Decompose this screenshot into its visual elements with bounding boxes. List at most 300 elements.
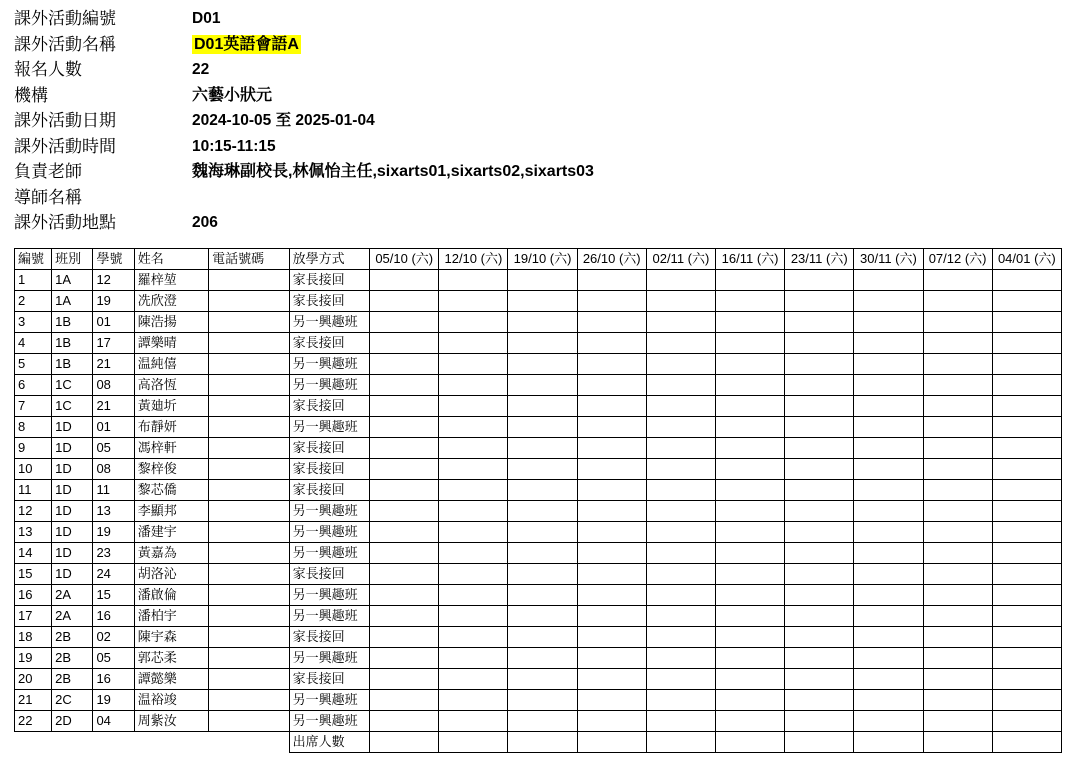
attendance-cell[interactable]	[508, 332, 577, 353]
attendance-cell[interactable]	[370, 395, 439, 416]
attendance-cell[interactable]	[646, 500, 715, 521]
cell-name: 潘建宇	[134, 521, 208, 542]
cell-student-id: 05	[93, 647, 134, 668]
attendance-cell[interactable]	[923, 332, 992, 353]
attendance-cell[interactable]	[508, 605, 577, 626]
attendance-cell[interactable]	[785, 353, 854, 374]
attendance-cell[interactable]	[577, 290, 646, 311]
info-label-instructor-name: 導師名稱	[14, 187, 82, 207]
info-value-enrollment-count: 22	[192, 61, 210, 78]
cell-no: 21	[15, 689, 52, 710]
attendance-cell[interactable]	[646, 479, 715, 500]
attendance-cell[interactable]	[508, 479, 577, 500]
attendance-cell[interactable]	[508, 311, 577, 332]
attendance-cell[interactable]	[577, 563, 646, 584]
cell-class: 1D	[52, 500, 93, 521]
attendance-cell[interactable]	[854, 521, 923, 542]
attendance-cell[interactable]	[577, 437, 646, 458]
attendance-cell[interactable]	[854, 458, 923, 479]
attendance-cell[interactable]	[577, 647, 646, 668]
attendance-cell[interactable]	[508, 689, 577, 710]
attendance-cell[interactable]	[992, 416, 1061, 437]
summary-count-cell[interactable]	[646, 731, 715, 752]
cell-dismissal-method: 另一興趣班	[289, 689, 370, 710]
attendance-cell[interactable]	[439, 689, 508, 710]
attendance-cell[interactable]	[923, 353, 992, 374]
attendance-cell[interactable]	[508, 626, 577, 647]
header-date-6: 16/11 (六)	[716, 248, 785, 269]
attendance-cell[interactable]	[370, 374, 439, 395]
attendance-cell[interactable]	[370, 479, 439, 500]
attendance-cell[interactable]	[508, 290, 577, 311]
attendance-cell[interactable]	[646, 605, 715, 626]
cell-dismissal-method: 另一興趣班	[289, 374, 370, 395]
attendance-cell[interactable]	[923, 710, 992, 731]
attendance-cell[interactable]	[577, 500, 646, 521]
attendance-cell[interactable]	[646, 311, 715, 332]
attendance-cell[interactable]	[508, 500, 577, 521]
attendance-cell[interactable]	[854, 416, 923, 437]
attendance-cell[interactable]	[785, 311, 854, 332]
attendance-cell[interactable]	[370, 458, 439, 479]
attendance-cell[interactable]	[370, 563, 439, 584]
attendance-cell[interactable]	[439, 332, 508, 353]
attendance-cell[interactable]	[992, 374, 1061, 395]
attendance-cell[interactable]	[370, 311, 439, 332]
attendance-cell[interactable]	[923, 689, 992, 710]
attendance-cell[interactable]	[716, 626, 785, 647]
attendance-cell[interactable]	[923, 479, 992, 500]
attendance-cell[interactable]	[992, 605, 1061, 626]
attendance-cell[interactable]	[923, 647, 992, 668]
attendance-cell[interactable]	[577, 332, 646, 353]
attendance-cell[interactable]	[854, 437, 923, 458]
info-label-activity-date: 課外活動日期	[14, 111, 116, 130]
attendance-cell[interactable]	[716, 416, 785, 437]
attendance-cell[interactable]	[923, 542, 992, 563]
attendance-cell[interactable]	[508, 542, 577, 563]
attendance-cell[interactable]	[785, 395, 854, 416]
attendance-cell[interactable]	[370, 668, 439, 689]
attendance-cell[interactable]	[992, 521, 1061, 542]
attendance-cell[interactable]	[785, 542, 854, 563]
attendance-cell[interactable]	[508, 374, 577, 395]
attendance-cell[interactable]	[992, 437, 1061, 458]
attendance-cell[interactable]	[923, 437, 992, 458]
info-label-activity-name: 課外活動名稱	[14, 34, 116, 54]
summary-spacer-cell	[93, 731, 134, 752]
cell-name: 温純僖	[134, 353, 208, 374]
table-row	[15, 563, 1062, 584]
attendance-cell[interactable]	[992, 668, 1061, 689]
attendance-cell[interactable]	[923, 563, 992, 584]
attendance-cell[interactable]	[992, 458, 1061, 479]
attendance-cell[interactable]	[646, 374, 715, 395]
summary-count-cell[interactable]	[439, 731, 508, 752]
attendance-cell[interactable]	[508, 668, 577, 689]
attendance-cell[interactable]	[785, 710, 854, 731]
attendance-cell[interactable]	[992, 626, 1061, 647]
cell-student-id: 08	[93, 374, 134, 395]
attendance-cell[interactable]	[785, 647, 854, 668]
attendance-cell[interactable]	[439, 395, 508, 416]
cell-no: 7	[15, 395, 52, 416]
attendance-cell[interactable]	[716, 584, 785, 605]
cell-dismissal-method: 家長接回	[289, 290, 370, 311]
cell-phone	[209, 437, 290, 458]
attendance-cell[interactable]	[785, 269, 854, 290]
attendance-cell[interactable]	[992, 395, 1061, 416]
attendance-cell[interactable]	[992, 542, 1061, 563]
header-dismissal-method: 放學方式	[289, 248, 370, 269]
attendance-cell[interactable]	[785, 605, 854, 626]
summary-count-cell[interactable]	[923, 731, 992, 752]
attendance-cell[interactable]	[370, 290, 439, 311]
attendance-cell[interactable]	[439, 353, 508, 374]
attendance-cell[interactable]	[370, 626, 439, 647]
attendance-cell[interactable]	[923, 374, 992, 395]
attendance-cell[interactable]	[785, 416, 854, 437]
attendance-cell[interactable]	[854, 374, 923, 395]
attendance-cell[interactable]	[923, 626, 992, 647]
table-row	[15, 458, 1062, 479]
attendance-cell[interactable]	[716, 647, 785, 668]
table-row	[15, 668, 1062, 689]
info-label-responsible-teacher: 負責老師	[14, 162, 82, 181]
attendance-cell[interactable]	[370, 269, 439, 290]
attendance-cell[interactable]	[992, 290, 1061, 311]
cell-phone	[209, 269, 290, 290]
cell-name: 陳宇森	[134, 626, 208, 647]
attendance-cell[interactable]	[646, 437, 715, 458]
attendance-cell[interactable]	[439, 626, 508, 647]
summary-count-cell[interactable]	[992, 731, 1061, 752]
attendance-cell[interactable]	[716, 689, 785, 710]
attendance-cell[interactable]	[508, 710, 577, 731]
attendance-cell[interactable]	[577, 605, 646, 626]
attendance-cell[interactable]	[854, 479, 923, 500]
attendance-cell[interactable]	[923, 269, 992, 290]
cell-class: 2A	[52, 584, 93, 605]
attendance-cell[interactable]	[577, 542, 646, 563]
cell-class: 2B	[52, 668, 93, 689]
attendance-cell[interactable]	[646, 689, 715, 710]
attendance-cell[interactable]	[508, 584, 577, 605]
attendance-cell[interactable]	[439, 710, 508, 731]
cell-student-id: 01	[93, 311, 134, 332]
attendance-cell[interactable]	[923, 311, 992, 332]
attendance-cell[interactable]	[508, 647, 577, 668]
attendance-cell[interactable]	[716, 479, 785, 500]
attendance-cell[interactable]	[716, 710, 785, 731]
attendance-cell[interactable]	[923, 290, 992, 311]
attendance-cell[interactable]	[577, 710, 646, 731]
attendance-cell[interactable]	[439, 521, 508, 542]
attendance-cell[interactable]	[785, 374, 854, 395]
cell-dismissal-method: 家長接回	[289, 563, 370, 584]
cell-class: 1D	[52, 521, 93, 542]
attendance-cell[interactable]	[439, 458, 508, 479]
info-row-activity-time	[14, 134, 1067, 160]
attendance-cell[interactable]	[646, 458, 715, 479]
attendance-cell[interactable]	[577, 395, 646, 416]
attendance-cell[interactable]	[923, 605, 992, 626]
attendance-cell[interactable]	[785, 479, 854, 500]
attendance-cell[interactable]	[646, 332, 715, 353]
attendance-cell[interactable]	[716, 311, 785, 332]
attendance-cell[interactable]	[992, 710, 1061, 731]
attendance-cell[interactable]	[577, 521, 646, 542]
cell-phone	[209, 689, 290, 710]
attendance-cell[interactable]	[646, 395, 715, 416]
attendance-cell[interactable]	[716, 290, 785, 311]
attendance-cell[interactable]	[923, 668, 992, 689]
attendance-cell[interactable]	[370, 542, 439, 563]
attendance-cell[interactable]	[992, 353, 1061, 374]
attendance-cell[interactable]	[854, 353, 923, 374]
info-row-activity-location	[14, 210, 1067, 236]
attendance-cell[interactable]	[646, 416, 715, 437]
attendance-cell[interactable]	[716, 500, 785, 521]
summary-count-cell[interactable]	[785, 731, 854, 752]
attendance-cell[interactable]	[646, 290, 715, 311]
cell-no: 22	[15, 710, 52, 731]
cell-no: 11	[15, 479, 52, 500]
attendance-cell[interactable]	[577, 458, 646, 479]
attendance-cell[interactable]	[854, 584, 923, 605]
attendance-cell[interactable]	[785, 437, 854, 458]
attendance-cell[interactable]	[508, 353, 577, 374]
table-row	[15, 353, 1062, 374]
cell-no: 20	[15, 668, 52, 689]
attendance-cell[interactable]	[646, 626, 715, 647]
attendance-cell[interactable]	[992, 647, 1061, 668]
cell-phone	[209, 416, 290, 437]
attendance-cell[interactable]	[508, 437, 577, 458]
cell-no: 6	[15, 374, 52, 395]
attendance-cell[interactable]	[646, 710, 715, 731]
attendance-cell[interactable]	[577, 269, 646, 290]
attendance-cell[interactable]	[992, 479, 1061, 500]
attendance-cell[interactable]	[439, 416, 508, 437]
attendance-cell[interactable]	[992, 269, 1061, 290]
summary-count-cell[interactable]	[854, 731, 923, 752]
attendance-cell[interactable]	[508, 395, 577, 416]
summary-count-cell[interactable]	[577, 731, 646, 752]
attendance-cell[interactable]	[992, 689, 1061, 710]
attendance-cell[interactable]	[785, 668, 854, 689]
attendance-cell[interactable]	[716, 521, 785, 542]
cell-dismissal-method: 另一興趣班	[289, 416, 370, 437]
attendance-cell[interactable]	[439, 437, 508, 458]
attendance-cell[interactable]	[577, 311, 646, 332]
attendance-cell[interactable]	[992, 311, 1061, 332]
attendance-cell[interactable]	[646, 269, 715, 290]
attendance-cell[interactable]	[854, 500, 923, 521]
attendance-cell[interactable]	[992, 500, 1061, 521]
attendance-cell[interactable]	[646, 563, 715, 584]
info-value-activity-name-cell	[192, 32, 1067, 58]
attendance-cell[interactable]	[854, 332, 923, 353]
attendance-cell[interactable]	[854, 395, 923, 416]
cell-dismissal-method: 另一興趣班	[289, 605, 370, 626]
cell-student-id: 11	[93, 479, 134, 500]
attendance-cell[interactable]	[439, 311, 508, 332]
attendance-cell[interactable]	[785, 290, 854, 311]
attendance-cell[interactable]	[646, 668, 715, 689]
attendance-cell[interactable]	[439, 500, 508, 521]
attendance-cell[interactable]	[439, 269, 508, 290]
cell-name: 冼欣澄	[134, 290, 208, 311]
attendance-cell[interactable]	[716, 542, 785, 563]
summary-count-cell[interactable]	[370, 731, 439, 752]
cell-dismissal-method: 另一興趣班	[289, 521, 370, 542]
attendance-cell[interactable]	[370, 500, 439, 521]
attendance-cell[interactable]	[439, 290, 508, 311]
attendance-cell[interactable]	[370, 710, 439, 731]
cell-class: 1A	[52, 269, 93, 290]
attendance-cell[interactable]	[439, 563, 508, 584]
attendance-cell[interactable]	[992, 332, 1061, 353]
attendance-cell[interactable]	[785, 458, 854, 479]
attendance-cell[interactable]	[923, 500, 992, 521]
attendance-cell[interactable]	[370, 353, 439, 374]
attendance-cell[interactable]	[785, 500, 854, 521]
attendance-cell[interactable]	[854, 668, 923, 689]
cell-name: 潘柏宇	[134, 605, 208, 626]
attendance-cell[interactable]	[577, 626, 646, 647]
attendance-cell[interactable]	[370, 689, 439, 710]
attendance-cell[interactable]	[577, 479, 646, 500]
attendance-cell[interactable]	[785, 332, 854, 353]
activity-info-block	[14, 6, 1067, 236]
attendance-cell[interactable]	[716, 269, 785, 290]
table-row	[15, 689, 1062, 710]
attendance-cell[interactable]	[785, 689, 854, 710]
attendance-cell[interactable]	[716, 563, 785, 584]
attendance-cell[interactable]	[854, 563, 923, 584]
attendance-cell[interactable]	[577, 689, 646, 710]
attendance-cell[interactable]	[854, 710, 923, 731]
attendance-cell[interactable]	[370, 332, 439, 353]
attendance-cell[interactable]	[439, 668, 508, 689]
cell-dismissal-method: 另一興趣班	[289, 647, 370, 668]
attendance-cell[interactable]	[646, 584, 715, 605]
attendance-cell[interactable]	[992, 584, 1061, 605]
attendance-cell[interactable]	[370, 437, 439, 458]
attendance-cell[interactable]	[508, 269, 577, 290]
cell-dismissal-method: 家長接回	[289, 332, 370, 353]
attendance-cell[interactable]	[508, 563, 577, 584]
attendance-cell[interactable]	[439, 605, 508, 626]
attendance-cell[interactable]	[646, 353, 715, 374]
attendance-cell[interactable]	[854, 269, 923, 290]
cell-phone	[209, 500, 290, 521]
attendance-cell[interactable]	[508, 521, 577, 542]
attendance-cell[interactable]	[646, 647, 715, 668]
attendance-cell[interactable]	[716, 458, 785, 479]
attendance-cell[interactable]	[854, 311, 923, 332]
attendance-cell[interactable]	[716, 353, 785, 374]
attendance-cell[interactable]	[439, 374, 508, 395]
attendance-cell[interactable]	[577, 416, 646, 437]
attendance-cell[interactable]	[923, 458, 992, 479]
attendance-cell[interactable]	[854, 605, 923, 626]
cell-dismissal-method: 家長接回	[289, 479, 370, 500]
table-row	[15, 500, 1062, 521]
attendance-cell[interactable]	[577, 353, 646, 374]
cell-phone	[209, 710, 290, 731]
attendance-cell[interactable]	[370, 584, 439, 605]
attendance-cell[interactable]	[716, 332, 785, 353]
attendance-cell[interactable]	[508, 458, 577, 479]
cell-name: 潘啟倫	[134, 584, 208, 605]
cell-name: 布靜妍	[134, 416, 208, 437]
header-date-5: 02/11 (六)	[646, 248, 715, 269]
attendance-cell[interactable]	[785, 521, 854, 542]
attendance-table-head	[15, 248, 1062, 269]
summary-count-cell[interactable]	[508, 731, 577, 752]
attendance-cell[interactable]	[716, 395, 785, 416]
attendance-cell[interactable]	[785, 626, 854, 647]
attendance-cell[interactable]	[854, 626, 923, 647]
attendance-cell[interactable]	[716, 605, 785, 626]
attendance-cell[interactable]	[577, 668, 646, 689]
attendance-cell[interactable]	[716, 374, 785, 395]
cell-no: 8	[15, 416, 52, 437]
cell-phone	[209, 563, 290, 584]
cell-no: 12	[15, 500, 52, 521]
attendance-cell[interactable]	[923, 584, 992, 605]
attendance-cell[interactable]	[854, 647, 923, 668]
attendance-cell[interactable]	[439, 647, 508, 668]
cell-name: 黃嘉為	[134, 542, 208, 563]
attendance-cell[interactable]	[854, 689, 923, 710]
attendance-cell[interactable]	[370, 647, 439, 668]
attendance-cell[interactable]	[785, 563, 854, 584]
attendance-cell[interactable]	[646, 521, 715, 542]
cell-no: 3	[15, 311, 52, 332]
attendance-cell[interactable]	[854, 542, 923, 563]
attendance-cell[interactable]	[370, 605, 439, 626]
cell-class: 1B	[52, 353, 93, 374]
attendance-cell[interactable]	[508, 416, 577, 437]
attendance-cell[interactable]	[716, 437, 785, 458]
summary-count-cell[interactable]	[716, 731, 785, 752]
attendance-cell[interactable]	[646, 542, 715, 563]
cell-phone	[209, 353, 290, 374]
cell-dismissal-method: 另一興趣班	[289, 311, 370, 332]
attendance-cell[interactable]	[439, 542, 508, 563]
attendance-cell[interactable]	[370, 416, 439, 437]
attendance-cell[interactable]	[992, 563, 1061, 584]
attendance-cell[interactable]	[923, 416, 992, 437]
attendance-cell[interactable]	[716, 668, 785, 689]
attendance-cell[interactable]	[439, 479, 508, 500]
attendance-cell[interactable]	[370, 521, 439, 542]
attendance-cell[interactable]	[923, 521, 992, 542]
attendance-table	[14, 248, 1062, 753]
table-row	[15, 626, 1062, 647]
cell-dismissal-method: 家長接回	[289, 269, 370, 290]
attendance-cell[interactable]	[577, 584, 646, 605]
attendance-cell[interactable]	[923, 395, 992, 416]
attendance-cell[interactable]	[785, 584, 854, 605]
attendance-cell[interactable]	[439, 584, 508, 605]
cell-class: 1D	[52, 416, 93, 437]
attendance-cell[interactable]	[854, 290, 923, 311]
attendance-cell[interactable]	[577, 374, 646, 395]
